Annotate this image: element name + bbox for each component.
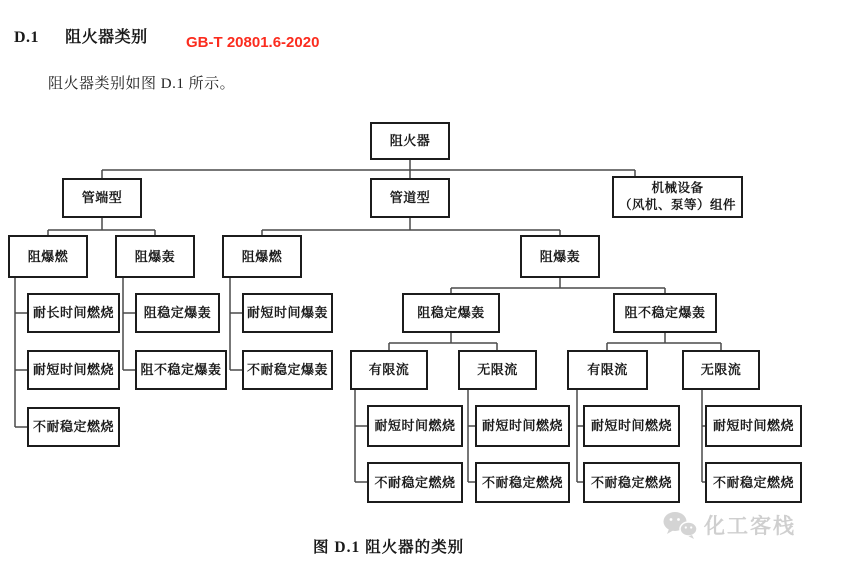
- node-stable-detonation-end: 阻稳定爆轰: [135, 293, 220, 333]
- node-leaf-short-burn-2: 耐短时间燃烧: [475, 405, 570, 447]
- standard-reference: GB-T 20801.6-2020: [186, 34, 320, 51]
- node-short-time-detonation: 耐短时间爆轰: [242, 293, 333, 333]
- node-flow-restricted-1: 有限流: [350, 350, 428, 390]
- node-stable-detonation-inline: 阻稳定爆轰: [402, 293, 500, 333]
- wechat-icon: [662, 510, 698, 540]
- node-unstable-detonation-inline: 阻不稳定爆轰: [613, 293, 717, 333]
- watermark: [662, 510, 796, 540]
- node-flow-unrestricted-1: 无限流: [458, 350, 537, 390]
- node-flow-restricted-2: 有限流: [567, 350, 648, 390]
- node-detonation-end: 阻爆轰: [115, 235, 195, 278]
- node-short-time-burning-end: 耐短时间燃烧: [27, 350, 120, 390]
- watermark-text: 化工客栈: [704, 515, 796, 538]
- node-detonation-inline: 阻爆轰: [520, 235, 600, 278]
- node-unstable-detonation-end: 阻不稳定爆轰: [135, 350, 227, 390]
- node-leaf-no-stable-burn-3: 不耐稳定燃烧: [583, 462, 680, 503]
- section-number: D.1: [14, 29, 40, 46]
- node-leaf-short-burn-1: 耐短时间燃烧: [367, 405, 463, 447]
- node-deflagration-inline: 阻爆燃: [222, 235, 302, 278]
- node-leaf-short-burn-4: 耐短时间燃烧: [705, 405, 802, 447]
- node-mechanical-line1: 机械设备: [651, 181, 704, 196]
- figure-caption: 图 D.1 阻火器的类别: [313, 539, 465, 556]
- node-deflagration-end: 阻爆燃: [8, 235, 88, 278]
- node-mechanical-line2: （风机、泵等）组件: [618, 198, 736, 212]
- node-leaf-no-stable-burn-4: 不耐稳定燃烧: [705, 462, 802, 503]
- node-leaf-short-burn-3: 耐短时间燃烧: [583, 405, 680, 447]
- node-no-stable-burning-end: 不耐稳定燃烧: [27, 407, 120, 447]
- node-no-stable-detonation: 不耐稳定爆轰: [242, 350, 333, 390]
- node-leaf-no-stable-burn-1: 不耐稳定燃烧: [367, 462, 463, 503]
- node-in-line-type: 管道型: [370, 178, 450, 218]
- intro-text: 阻火器类别如图 D.1 所示。: [48, 76, 236, 92]
- node-pipe-end-type: 管端型: [62, 178, 142, 218]
- node-long-time-burning: 耐长时间燃烧: [27, 293, 120, 333]
- node-flame-arrester: 阻火器: [370, 122, 450, 160]
- section-title: 阻火器类别: [65, 29, 148, 46]
- node-flow-unrestricted-2: 无限流: [682, 350, 760, 390]
- node-leaf-no-stable-burn-2: 不耐稳定燃烧: [475, 462, 570, 503]
- node-mechanical-equipment: [612, 176, 743, 218]
